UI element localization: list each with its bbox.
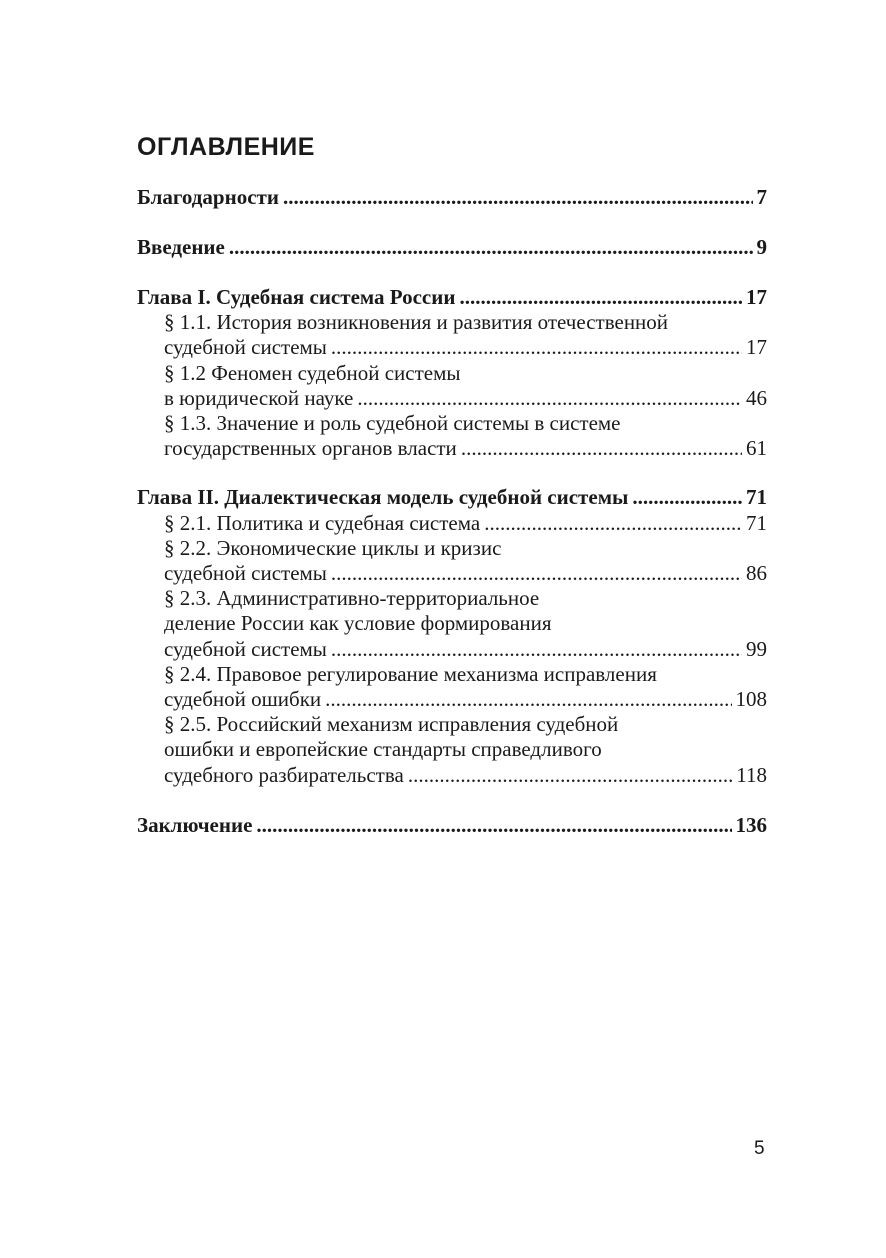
- toc-entry-title: Благодарности: [137, 185, 279, 209]
- toc-page-number: 86: [746, 561, 767, 586]
- toc-section-title-end: государственных органов власти: [164, 436, 457, 461]
- toc-page-number: 99: [746, 636, 767, 661]
- toc-section-title-end: судебной системы: [164, 561, 327, 586]
- toc-section-line: § 2.4. Правовое регулирование механизма исправления: [164, 661, 657, 686]
- dot-leader: [484, 511, 742, 536]
- toc-section-1-2[interactable]: [164, 361, 767, 411]
- toc-page-number: 61: [746, 436, 767, 461]
- toc-entry-title: Глава II. Диалектическая модель судебной системы: [137, 485, 629, 510]
- toc-entry-conclusion[interactable]: [137, 813, 767, 838]
- toc-page-number: 7: [756, 185, 767, 209]
- dot-leader: [461, 436, 742, 461]
- toc-entry-title: Заключение: [137, 812, 253, 837]
- dot-leader: [325, 687, 731, 712]
- toc-section-title-end: судебной ошибки: [164, 687, 322, 712]
- toc-entry-title: Глава I. Судебная система России: [137, 285, 456, 309]
- toc-entry-acknowledgements[interactable]: [137, 185, 767, 210]
- toc-section-title-end: § 2.1. Политика и судебная система: [164, 510, 481, 535]
- toc-page-number: 17: [746, 285, 767, 309]
- dot-leader: [459, 285, 742, 310]
- toc-section-line: деление России как условие формирования: [164, 611, 552, 636]
- toc-section-title-end: судебного разбирательства: [164, 762, 404, 787]
- toc-page-number: 46: [746, 385, 767, 410]
- toc-section-2-4[interactable]: [164, 662, 767, 712]
- toc-section-line: § 1.1. История возникновения и развития отечественной: [164, 310, 669, 335]
- toc-section-1-1[interactable]: [164, 310, 767, 360]
- toc-section-line: § 2.3. Административно-территориальное: [164, 586, 540, 611]
- toc-entry-chapter-1[interactable]: [137, 285, 767, 310]
- dot-leader: [408, 763, 732, 788]
- page-number: 5: [754, 1138, 765, 1159]
- dot-leader: [331, 335, 742, 360]
- toc-page-number: 136: [735, 812, 767, 837]
- toc-entry-chapter-2[interactable]: [137, 485, 767, 510]
- toc-section-2-1[interactable]: [164, 511, 767, 536]
- dot-leader: [283, 185, 753, 210]
- dot-leader: [331, 561, 742, 586]
- dot-leader: [256, 813, 731, 838]
- toc-page-number: 9: [756, 235, 767, 259]
- toc-page-number: 71: [746, 510, 767, 535]
- table-of-contents: [137, 185, 767, 838]
- toc-section-title-end: судебной системы: [164, 335, 327, 360]
- toc-page-number: 17: [746, 335, 767, 360]
- page-title: ОГЛАВЛЕНИЕ: [137, 133, 315, 161]
- toc-section-line: § 2.2. Экономические циклы и кризис: [164, 535, 502, 560]
- toc-page-number: 108: [735, 687, 767, 712]
- toc-section-title-end: судебной системы: [164, 636, 327, 661]
- toc-section-2-3[interactable]: [164, 586, 767, 662]
- dot-leader: [331, 637, 742, 662]
- toc-section-line: ошибки и европейские стандарты справедливого: [164, 737, 602, 762]
- toc-entry-introduction[interactable]: [137, 235, 767, 260]
- toc-section-1-3[interactable]: [164, 411, 767, 461]
- toc-page-number: 118: [736, 762, 767, 787]
- dot-leader: [632, 485, 742, 510]
- toc-section-title-end: в юридической науке: [164, 385, 354, 410]
- toc-section-2-5[interactable]: [164, 712, 767, 788]
- toc-entry-title: Введение: [137, 235, 225, 259]
- toc-page-number: 71: [746, 485, 767, 510]
- toc-section-line: § 1.3. Значение и роль судебной системы в системе: [164, 411, 621, 436]
- toc-section-2-2[interactable]: [164, 536, 767, 586]
- toc-section-line: § 1.2 Феномен судебной системы: [164, 360, 461, 385]
- dot-leader: [357, 386, 742, 411]
- dot-leader: [229, 235, 753, 260]
- toc-section-line: § 2.5. Российский механизм исправления судебной: [164, 712, 619, 737]
